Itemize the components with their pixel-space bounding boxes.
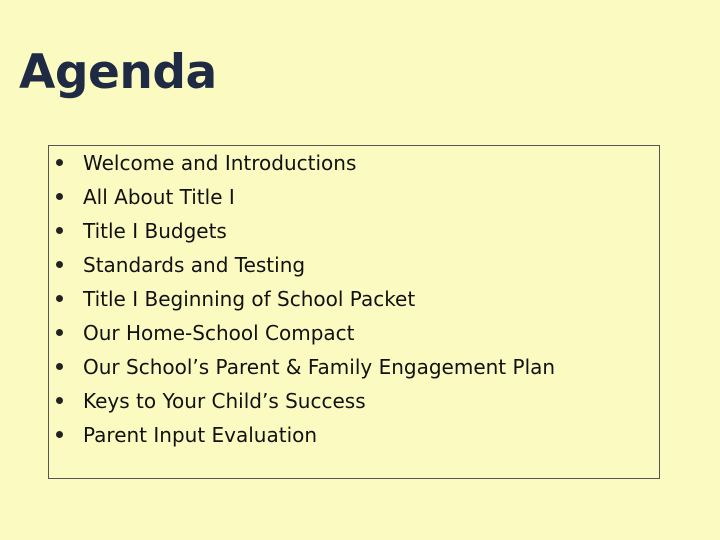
agenda-item-label: Our Home-School Compact xyxy=(83,321,355,345)
agenda-item xyxy=(49,384,659,418)
agenda-item xyxy=(49,248,659,282)
bullet-icon xyxy=(56,193,63,200)
agenda-item xyxy=(49,146,659,180)
agenda-item xyxy=(49,180,659,214)
agenda-item xyxy=(49,282,659,316)
agenda-item-label: Our School’s Parent & Family Engagement Plan xyxy=(83,355,556,379)
agenda-item xyxy=(49,418,659,452)
bullet-icon xyxy=(56,329,63,336)
bullet-icon xyxy=(56,397,63,404)
agenda-item-label: Title I Budgets xyxy=(83,219,227,243)
agenda-item-label: Welcome and Introductions xyxy=(83,151,357,175)
agenda-box xyxy=(48,145,660,479)
agenda-item xyxy=(49,350,659,384)
bullet-icon xyxy=(56,159,63,166)
agenda-item xyxy=(49,214,659,248)
bullet-icon xyxy=(56,295,63,302)
agenda-item-label: Standards and Testing xyxy=(83,253,306,277)
bullet-icon xyxy=(56,227,63,234)
bullet-icon xyxy=(56,261,63,268)
agenda-item-label: Keys to Your Child’s Success xyxy=(83,389,366,413)
agenda-item xyxy=(49,316,659,350)
agenda-item-label: Parent Input Evaluation xyxy=(83,423,318,447)
agenda-item-label: Title I Beginning of School Packet xyxy=(83,287,416,311)
page-title: Agenda xyxy=(19,45,217,100)
bullet-icon xyxy=(56,363,63,370)
bullet-icon xyxy=(56,431,63,438)
agenda-item-label: All About Title I xyxy=(83,185,235,209)
